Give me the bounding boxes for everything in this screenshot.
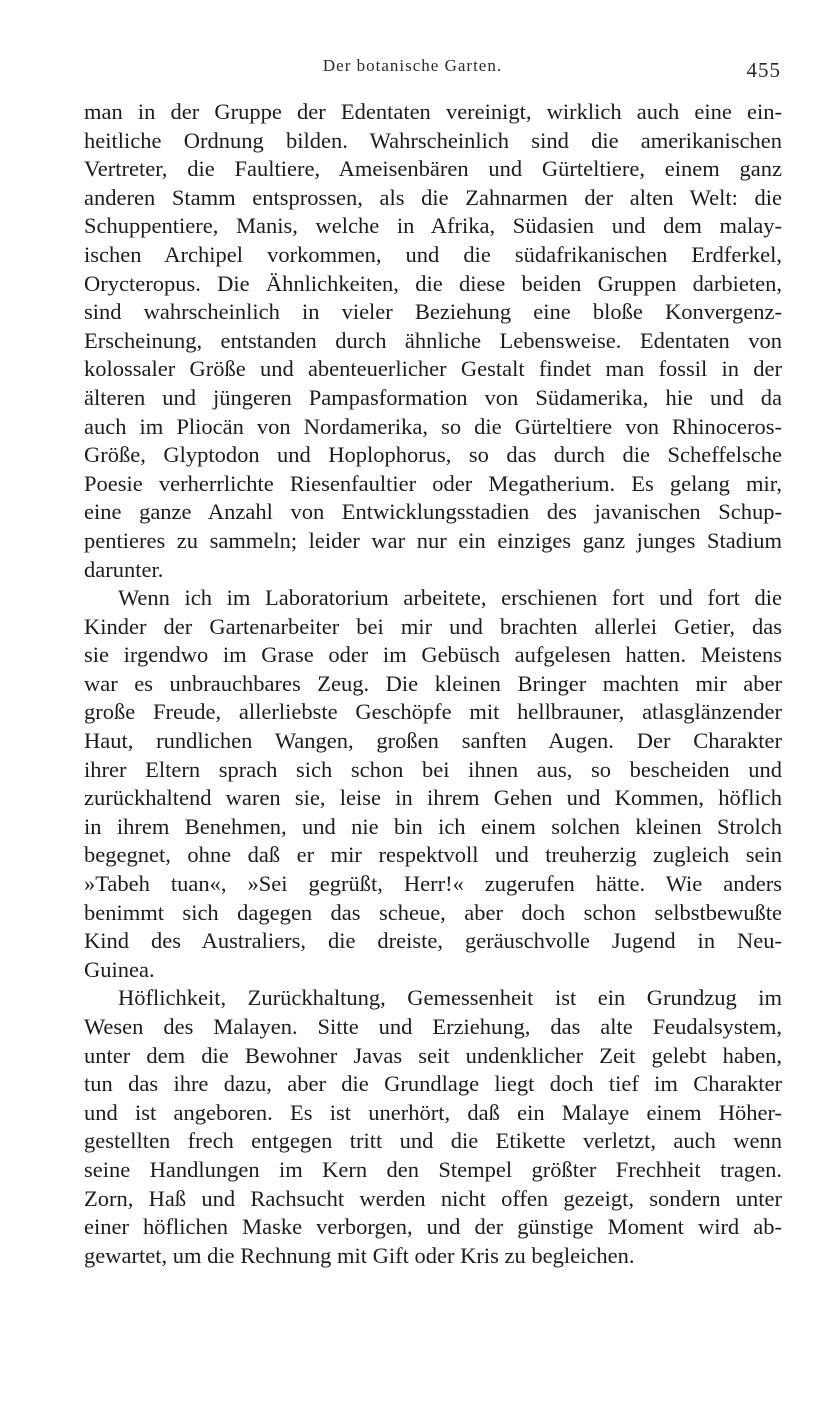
- text-line: Wenn ich im Laboratorium arbeitete, erschienen fort und fort die: [118, 585, 782, 611]
- text-line: kolossaler Größe und abenteuerlicher Gestalt findet man fossil in der: [84, 356, 782, 382]
- text-line: auch im Pliocän von Nordamerika, so die Gürteltiere von Rhinoceros-: [84, 413, 782, 439]
- text-line: pentieres zu sammeln; leider war nur ein einziges ganz junges Stadium: [84, 527, 782, 553]
- text-line: Kind des Australiers, die dreiste, geräuschvolle Jugend in Neu-: [84, 928, 782, 954]
- running-head: [0, 56, 825, 86]
- text-line: unter dem die Bewohner Javas seit undenklicher Zeit gelebt haben,: [84, 1042, 782, 1068]
- text-line: Höflichkeit, Zurückhaltung, Gemessenheit ist ein Grundzug im: [118, 985, 782, 1011]
- text-line: war es unbrauchbares Zeug. Die kleinen Bringer machten mir aber: [84, 670, 782, 696]
- text-line: gewartet, um die Rechnung mit Gift oder Kris zu begleichen.: [84, 1242, 635, 1268]
- text-line: Guinea.: [84, 956, 155, 982]
- text-line: älteren und jüngeren Pampasformation von Südamerika, hie und da: [84, 384, 782, 410]
- text-line: darunter.: [84, 556, 164, 582]
- text-line: Erscheinung, entstanden durch ähnliche Lebensweise. Edentaten von: [84, 327, 782, 353]
- running-title: Der botanische Garten.: [322, 56, 503, 75]
- text-line: ischen Archipel vorkommen, und die südafrikanischen Erdferkel,: [84, 241, 782, 267]
- text-line: benimmt sich dagegen das scheue, aber doch schon selbstbewußte: [84, 899, 782, 925]
- text-line: Kinder der Gartenarbeiter bei mir und brachten allerlei Getier, das: [84, 613, 782, 639]
- text-line: begegnet, ohne daß er mir respektvoll und treuherzig zugleich sein: [84, 842, 782, 868]
- text-line: und ist angeboren. Es ist unerhört, daß ein Malaye einem Höher-: [84, 1099, 782, 1125]
- text-line: Haut, rundlichen Wangen, großen sanften Augen. Der Charakter: [84, 728, 782, 754]
- text-line: gestellten frech entgegen tritt und die Etikette verletzt, auch wenn: [84, 1128, 782, 1154]
- text-line: seine Handlungen im Kern den Stempel größter Frechheit tragen.: [84, 1156, 782, 1182]
- text-line: Poesie verherrlichte Riesenfaultier oder Megatherium. Es gelang mir,: [84, 470, 782, 496]
- text-line: zurückhaltend waren sie, leise in ihrem Gehen und Kommen, höflich: [84, 785, 782, 811]
- paragraph: [84, 584, 782, 984]
- text-line: Orycteropus. Die Ähnlichkeiten, die diese beiden Gruppen darbieten,: [84, 270, 782, 296]
- text-line: große Freude, allerliebste Geschöpfe mit hellbrauner, atlasglänzender: [84, 699, 782, 725]
- paragraph: [84, 98, 782, 584]
- text-line: Vertreter, die Faultiere, Ameisenbären und Gürteltiere, einem ganz: [84, 156, 782, 182]
- text-line: Zorn, Haß und Rachsucht werden nicht offen gezeigt, sondern unter: [84, 1185, 782, 1211]
- text-line: man in der Gruppe der Edentaten vereinigt, wirklich auch eine ein-: [84, 99, 782, 124]
- text-line: »Tabeh tuan«, »Sei gegrüßt, Herr!« zugerufen hätte. Wie anders: [84, 871, 782, 897]
- text-line: einer höflichen Maske verborgen, und der günstige Moment wird ab-: [84, 1214, 782, 1240]
- text-line: ihrer Eltern sprach sich schon bei ihnen aus, so bescheiden und: [84, 756, 782, 782]
- text-line: sie irgendwo im Grase oder im Gebüsch aufgelesen hatten. Meistens: [84, 642, 782, 668]
- body-text: [84, 98, 782, 1270]
- text-line: anderen Stamm entsprossen, als die Zahnarmen der alten Welt: die: [84, 184, 782, 210]
- text-line: heitliche Ordnung bilden. Wahrscheinlich sind die amerikanischen: [84, 127, 782, 153]
- text-line: Größe, Glyptodon und Hoplophorus, so das durch die Scheffelsche: [84, 442, 782, 468]
- page-number: 455: [746, 58, 781, 82]
- paragraph: [84, 984, 782, 1270]
- text-line: in ihrem Benehmen, und nie bin ich einem solchen kleinen Strolch: [84, 813, 782, 839]
- text-line: Schuppentiere, Manis, welche in Afrika, Südasien und dem malay-: [84, 213, 782, 239]
- text-line: eine ganze Anzahl von Entwicklungsstadien des javanischen Schup-: [84, 499, 782, 525]
- text-line: Wesen des Malayen. Sitte und Erziehung, das alte Feudalsystem,: [84, 1014, 782, 1039]
- text-line: tun das ihre dazu, aber die Grundlage liegt doch tief im Charakter: [84, 1071, 782, 1097]
- text-line: sind wahrscheinlich in vieler Beziehung eine bloße Konvergenz-: [84, 299, 782, 325]
